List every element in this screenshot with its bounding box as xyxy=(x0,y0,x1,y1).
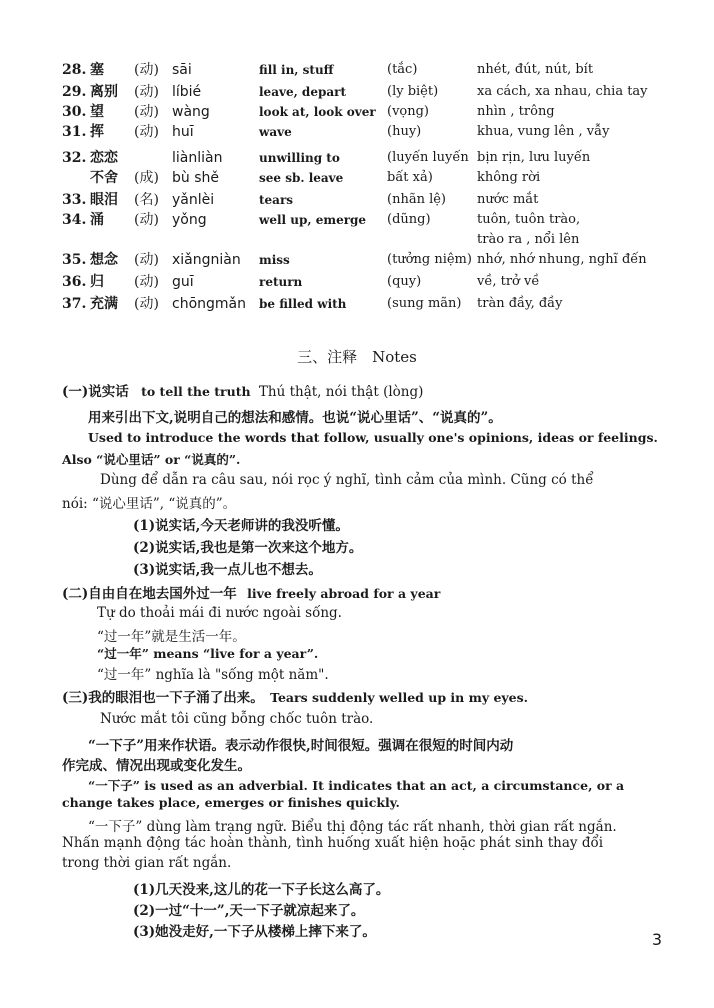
vocab-pos: (动) xyxy=(134,124,159,140)
vocab-vietnamese: tràn đầy, đầy xyxy=(477,296,563,311)
vocab-row xyxy=(62,148,662,168)
vocab-num: 30. xyxy=(62,104,87,120)
note-1-explanation-en-1: Used to introduce the words that follow, usually one's opinions, ideas or feelings. xyxy=(88,430,658,445)
vocab-hanviet: (vọng) xyxy=(387,104,430,119)
note-1-example-1: (1)说实话,今天老师讲的我没听懂。 xyxy=(133,518,349,534)
vocab-word: 离别 xyxy=(90,84,118,100)
vocab-row xyxy=(62,190,662,210)
vocab-pinyin: líbié xyxy=(172,84,202,100)
vocab-english: wave xyxy=(259,125,292,139)
note-1-heading-zh: (一)说实话 xyxy=(62,384,129,400)
vocab-vietnamese: nước mắt xyxy=(477,192,539,207)
vocab-word: 涌 xyxy=(90,212,104,228)
vocab-hanviet: (sung mãn) xyxy=(387,296,462,311)
vocab-word: 望 xyxy=(90,104,104,120)
vocab-english: fill in, stuff xyxy=(259,63,334,77)
vocab-pinyin: wàng xyxy=(172,104,210,120)
note-3-explanation-vi-3: trong thời gian rất ngắn. xyxy=(62,855,232,871)
note-3-vi: Nước mắt tôi cũng bỗng chốc tuôn trào. xyxy=(100,711,374,727)
note-3-explanation-en-2: change takes place, emerges or finishes quickly. xyxy=(62,795,400,810)
note-3-heading-zh: (三)我的眼泪也一下子涌了出来。 xyxy=(62,690,264,706)
vocab-pinyin: yǒng xyxy=(172,212,207,228)
vocab-english: look at, look over xyxy=(259,105,376,119)
vocab-pinyin: bù shě xyxy=(172,170,219,186)
note-3-example-1: (1)几天没来,这儿的花一下子长这么高了。 xyxy=(133,882,390,898)
vocab-word: 不舍 xyxy=(90,170,118,186)
vocab-row xyxy=(62,122,662,142)
vocab-pos: (成) xyxy=(134,170,159,186)
vocab-num: 35. xyxy=(62,252,87,268)
vocab-row xyxy=(62,82,662,102)
vocab-num: 28. xyxy=(62,62,87,78)
note-3-explanation-vi-1: “一下子” dùng làm trạng ngữ. Biểu thị động tác rất nhanh, thời gian rất ngắn. xyxy=(88,819,617,835)
vocab-english: unwilling to xyxy=(259,151,340,165)
vocab-hanviet: (huy) xyxy=(387,124,422,139)
vocab-word: 挥 xyxy=(90,124,104,140)
note-3-explanation-zh-1: “一下子”用来作状语。表示动作很快,时间很短。强调在很短的时间内动 xyxy=(88,738,514,754)
vocab-vietnamese: không rời xyxy=(477,170,541,185)
vocab-num: 36. xyxy=(62,274,87,290)
note-3-heading-en: Tears suddenly welled up in my eyes. xyxy=(270,690,529,705)
vocab-vietnamese: nhét, đút, nút, bít xyxy=(477,62,594,77)
vocab-row xyxy=(62,168,662,188)
vocab-english: leave, depart xyxy=(259,85,346,99)
note-1-heading-en: to tell the truth xyxy=(141,384,251,399)
vocab-word: 恋恋 xyxy=(90,150,118,166)
vocab-vietnamese: về, trở về xyxy=(477,274,540,289)
note-2-heading xyxy=(62,582,440,602)
vocab-pos: (名) xyxy=(134,192,159,208)
note-1-example-2: (2)说实话,我也是第一次来这个地方。 xyxy=(133,540,363,556)
vocab-english: miss xyxy=(259,253,290,267)
vocab-english: see sb. leave xyxy=(259,171,344,185)
vocab-word: 塞 xyxy=(90,62,104,78)
vocab-pos: (动) xyxy=(134,84,159,100)
vocab-hanviet: (luyến luyến xyxy=(387,150,469,165)
vocab-vietnamese: nhớ, nhớ nhung, nghĩ đến xyxy=(477,252,647,267)
note-2-heading-en: live freely abroad for a year xyxy=(247,586,441,601)
vocab-word: 归 xyxy=(90,274,104,290)
vocab-pos: (动) xyxy=(134,252,159,268)
vocab-word: 充满 xyxy=(90,296,118,312)
vocab-english: tears xyxy=(259,193,294,207)
vocab-vietnamese: khua, vung lên , vẫy xyxy=(477,124,610,139)
vocab-pinyin: sāi xyxy=(172,62,192,78)
vocab-row xyxy=(62,102,662,122)
note-1-explanation-vi-1: Dùng để dẫn ra câu sau, nói rọc ý nghĩ, tình cảm của mình. Cũng có thể xyxy=(100,472,594,488)
vocab-hanviet: (tắc) xyxy=(387,62,418,77)
vocab-num: 37. xyxy=(62,296,87,312)
vocab-vietnamese: xa cách, xa nhau, chia tay xyxy=(477,84,648,99)
vocab-row xyxy=(62,60,662,80)
note-1-explanation-vi-2: nói: “说心里话”, “说真的”。 xyxy=(62,496,237,512)
vocab-vietnamese: nhìn , trông xyxy=(477,104,555,119)
vocab-pinyin: huī xyxy=(172,124,194,140)
vocab-pos: (动) xyxy=(134,212,159,228)
note-3-example-3: (3)她没走好,一下子从楼梯上摔下来了。 xyxy=(133,924,376,940)
note-3-heading xyxy=(62,686,528,706)
page-number: 3 xyxy=(651,930,662,949)
vocab-num: 33. xyxy=(62,192,87,208)
note-3-explanation-zh-2: 作完成、情况出现或变化发生。 xyxy=(62,758,251,774)
note-1-heading xyxy=(62,380,423,400)
vocab-hanviet: bất xả) xyxy=(387,170,433,185)
note-3-explanation-vi-2: Nhấn mạnh động tác hoàn thành, tình huống xuất hiện hoặc phát sinh thay đổi xyxy=(62,835,604,851)
vocab-english: be filled with xyxy=(259,297,347,311)
vocab-row xyxy=(62,294,662,314)
note-1-explanation-zh: 用来引出下文,说明自己的想法和感情。也说“说心里话”、“说真的”。 xyxy=(88,410,502,426)
notes-title: 三、注释 Notes xyxy=(297,348,417,366)
vocab-vietnamese: tuôn, tuôn trào, xyxy=(477,212,581,227)
vocab-pos: (动) xyxy=(134,296,159,312)
note-3-example-2: (2)一过“十一”,天一下子就凉起来了。 xyxy=(133,903,365,919)
vocab-row xyxy=(62,250,662,270)
vocab-row xyxy=(62,210,662,230)
note-2-vi: Tự do thoải mái đi nước ngoài sống. xyxy=(97,605,342,621)
note-1-example-3: (3)说实话,我一点儿也不想去。 xyxy=(133,562,322,578)
note-1-heading-vi: Thú thật, nói thật (lòng) xyxy=(258,384,424,400)
note-1-explanation-en-2: Also “说心里话” or “说真的”. xyxy=(62,452,241,467)
note-2-vi-2: “过一年” nghĩa là "sống một năm". xyxy=(97,667,329,683)
vocab-num: 34. xyxy=(62,212,87,228)
vocab-hanviet: (quy) xyxy=(387,274,422,289)
vocab-english: return xyxy=(259,275,303,289)
vocab-row xyxy=(62,272,662,292)
vocab-row xyxy=(62,230,662,250)
vocab-vietnamese: bịn rịn, lưu luyến xyxy=(477,150,591,165)
vocab-word: 想念 xyxy=(90,252,118,268)
vocab-num: 32. xyxy=(62,150,87,166)
vocab-pinyin: guī xyxy=(172,274,194,290)
vocab-hanviet: (ly biệt) xyxy=(387,84,439,99)
vocab-pinyin: liànliàn xyxy=(172,150,223,166)
vocab-num: 29. xyxy=(62,84,87,100)
vocab-pinyin: xiǎngniàn xyxy=(172,252,241,268)
vocab-pos: (动) xyxy=(134,104,159,120)
vocab-pinyin: chōngmǎn xyxy=(172,296,246,312)
vocab-pos: (动) xyxy=(134,62,159,78)
vocab-vietnamese: trào ra , nổi lên xyxy=(477,232,580,247)
vocab-pinyin: yǎnlèi xyxy=(172,192,215,208)
note-2-heading-zh: (二)自由自在地去国外过一年 xyxy=(62,586,237,602)
vocab-hanviet: (nhãn lệ) xyxy=(387,192,446,207)
note-2-zh: “过一年”就是生活一年。 xyxy=(97,629,246,645)
note-2-en: “过一年” means “live for a year”. xyxy=(97,646,319,661)
vocab-num: 31. xyxy=(62,124,87,140)
vocab-hanviet: (tưởng niệm) xyxy=(387,252,472,267)
vocab-word: 眼泪 xyxy=(90,192,118,208)
vocab-pos: (动) xyxy=(134,274,159,290)
vocab-english: well up, emerge xyxy=(259,213,367,227)
vocab-hanviet: (dũng) xyxy=(387,212,431,227)
note-3-explanation-en-1: “一下子” is used as an adverbial. It indicates that an act, a circumstance, or a xyxy=(88,778,625,793)
